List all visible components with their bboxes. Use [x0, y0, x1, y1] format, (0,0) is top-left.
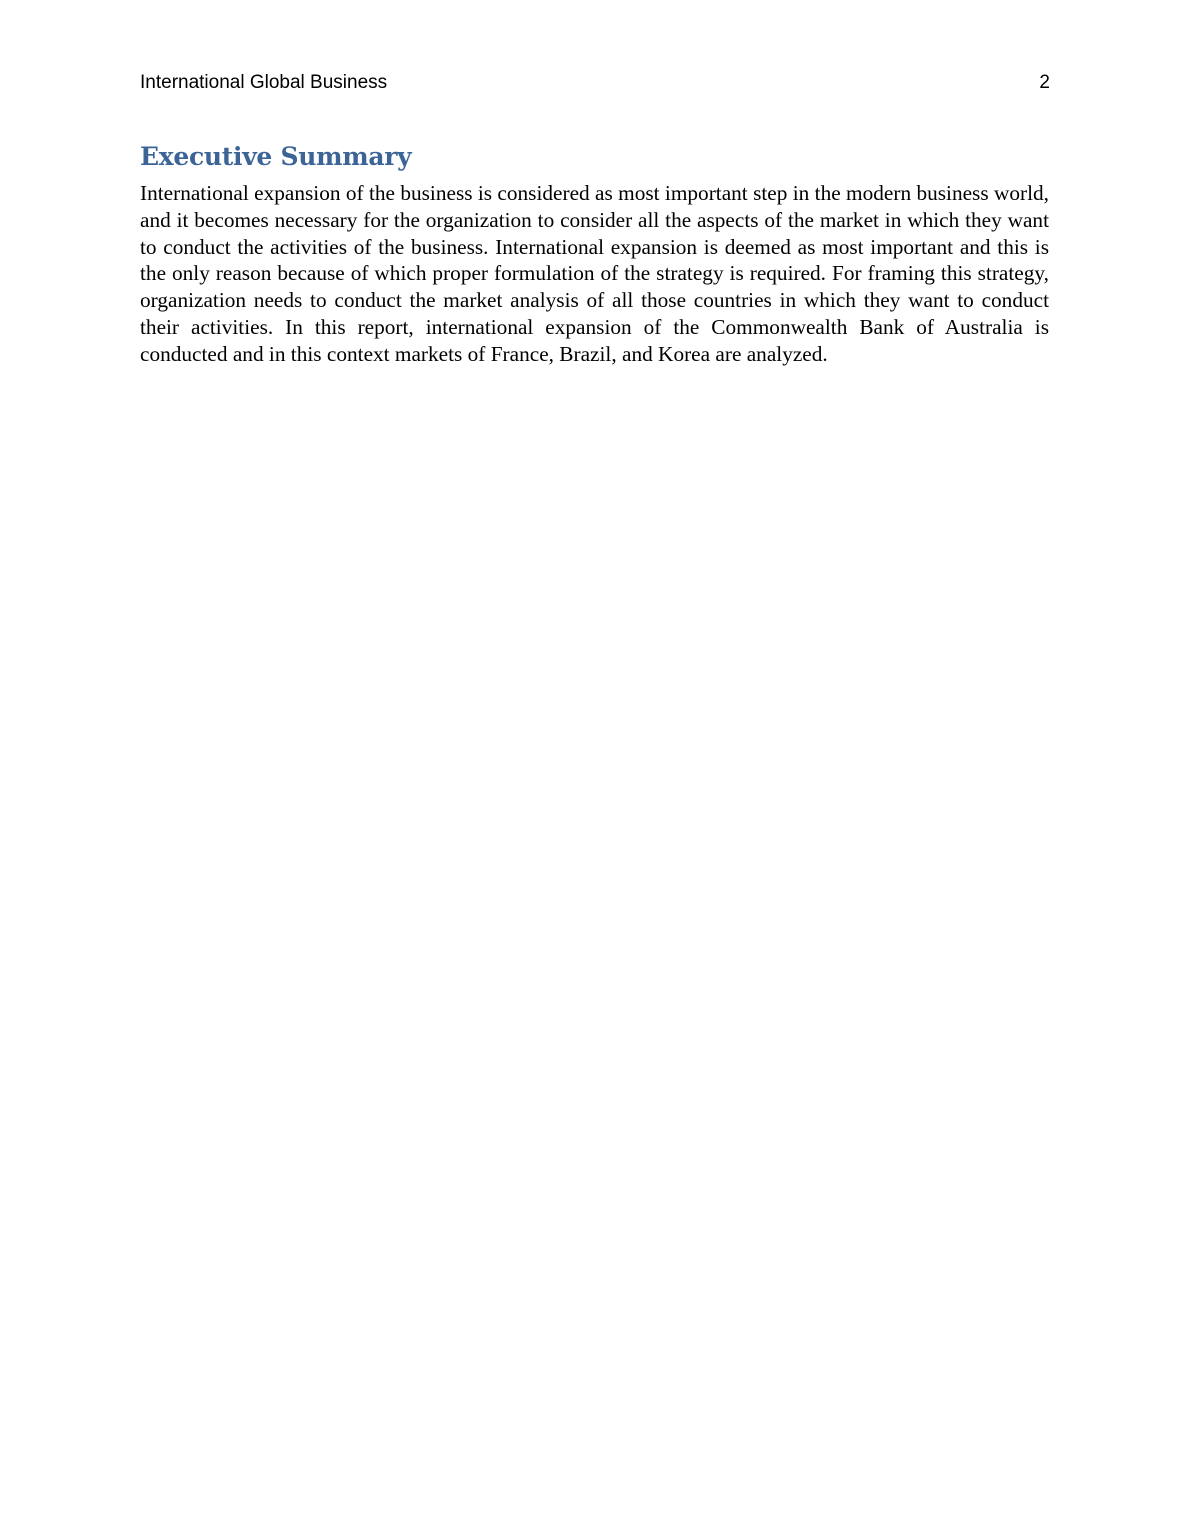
document-body [140, 140, 1049, 368]
page-number: 2 [1039, 72, 1050, 93]
running-head: International Global Business [140, 72, 388, 93]
page-header [140, 70, 1050, 98]
section-heading: Executive Summary [140, 142, 412, 171]
executive-summary-paragraph: International expansion of the business is considered as most important step in the modern business world, and it becomes necessary for the organization to consider all the aspects of the market in which they want to conduct the activities of the business. International expansion is deemed as most important and this is the only reason because of which proper formulation of the strategy is required. For framing this strategy, organization needs to conduct the market analysis of all those countries in which they want to conduct their activities. In this report, international expansion of the Commonwealth Bank of Australia is conducted and in this context markets of France, Brazil, and Korea are analyzed. [140, 181, 1049, 366]
